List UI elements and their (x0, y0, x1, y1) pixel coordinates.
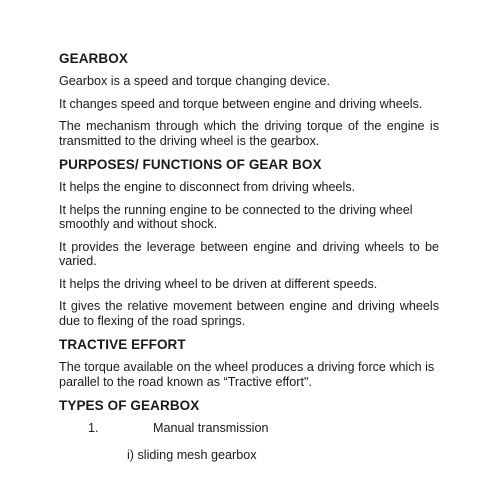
list-item-text: Manual transmission (153, 421, 269, 435)
paragraph: Gearbox is a speed and torque changing device. (59, 74, 330, 88)
paragraph: It gives the relative movement between engine and driving wheels due to flexing of the road springs. (59, 299, 439, 328)
sub-list-item (59, 448, 439, 463)
paragraph: The torque available on the wheel produces a driving force which is parallel to the road known as “Tractive effort". (59, 360, 435, 389)
section-heading-tractive-effort: TRACTIVE EFFORT (59, 337, 186, 352)
list-item-number: 1. (88, 421, 99, 435)
sub-list-item-text: i) sliding mesh gearbox (127, 448, 257, 462)
paragraph: The mechanism through which the driving torque of the engine is transmitted to the driving wheel is the gearbox. (59, 119, 439, 148)
document-page (59, 50, 439, 463)
section-heading-purposes: PURPOSES/ FUNCTIONS OF GEAR BOX (59, 157, 322, 172)
paragraph: It provides the leverage between engine and driving wheels to be varied. (59, 239, 439, 268)
paragraph: It helps the driving wheel to be driven at different speeds. (59, 276, 378, 291)
paragraph: It helps the engine to disconnect from driving wheels. (59, 180, 356, 194)
paragraph: It changes speed and torque between engine and driving wheels. (59, 96, 423, 111)
section-heading-gearbox: GEARBOX (59, 51, 128, 66)
section-heading-types: TYPES OF GEARBOX (59, 398, 200, 413)
paragraph: It helps the running engine to be connected to the driving wheel smoothly and without shock. (59, 202, 413, 231)
list-item (59, 421, 439, 436)
